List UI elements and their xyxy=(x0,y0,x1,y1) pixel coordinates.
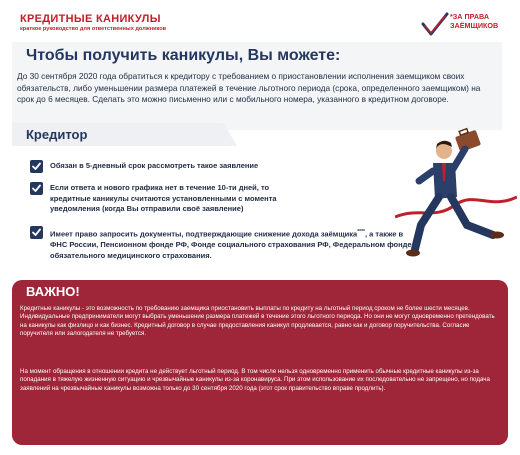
checkmark-logo-icon xyxy=(420,12,450,38)
checkbox-icon xyxy=(30,160,43,173)
creditor-item-text: Обязан в 5-дневный срок рассмотреть такое заявление xyxy=(50,161,259,170)
brand-title: КРЕДИТНЫЕ КАНИКУЛЫ xyxy=(20,13,161,25)
creditor-title: Кредитор xyxy=(26,127,88,142)
important-title: ВАЖНО! xyxy=(26,284,80,299)
logo-text-line1: *ЗА ПРАВА xyxy=(450,12,490,21)
checkbox-icon xyxy=(30,226,43,239)
footnote-marker: **** xyxy=(357,229,365,235)
creditor-item-text xyxy=(50,227,420,261)
brand-subtitle: краткое руководство для ответственных должников xyxy=(20,26,167,32)
logo xyxy=(420,12,515,42)
logo-text xyxy=(450,13,498,30)
checkbox-icon xyxy=(30,182,43,195)
creditor-item-text: Если ответа и нового графика нет в течение 10-ти дней, то кредитные каникулы считаются установленными с момента уведомления (когда Вы отправили своё заявление) xyxy=(50,183,277,213)
creditor-item-text-main: Имеет право запросить документы, подтверждающие снижение дохода заёмщика xyxy=(50,229,358,239)
businessman-illustration xyxy=(395,125,517,270)
header xyxy=(0,0,520,40)
logo-text-line2: ЗАЁМЩИКОВ xyxy=(450,20,499,30)
intro-title: Чтобы получить каникулы, Вы можете: xyxy=(26,47,341,64)
important-paragraph-2: На момент обращения в отношении кредита не действует льготный период. В том числе нельзя одновременно применить обычные кредитные каникулы из-за попадания в тяжелую жизненную ситуацию и чрезвычайные каникулы из-за коронавируса. При этом использование их последовательно не запрещено, но подача заявлений на чрезвычайные каникулы возможна только до 30 сентября 2020 года (этот срок правительство вправе продлить). xyxy=(20,368,490,392)
creditor-item-text-tail: , а также в ФНС России, Пенсионном фонде РФ, Фонде социального страхования РФ, Федеральном фонде обязательного медицинского страхования. xyxy=(50,229,412,260)
important-paragraph-1: Кредитные каникулы - это возможность по требованию заемщика приостановить выплаты по кредиту на льготный период сроком не более шести месяцев. Индивидуальные предприниматели могут выбрать уменьшение размера платежей в течение этого льготного периода. Но они не могут одновременно претендовать на каникулы как физлицо и как бизнес. Кредитный договор в случае предоставления каникул продлевается, равно как и договор поручительства. Согласие поручителя или залогодателя не требуется. xyxy=(20,305,495,338)
intro-text: До 30 сентября 2020 года обратиться к кредитору с требованием о приостановлении исполнения заемщиком своих обязательств, либо уменьшении размера платежей в течение льготного периода (срока, определенного заемщиком) на срок до 6 месяцев. Сделать это можно письменно или с мобильного номера, указанного в кредитном договоре. xyxy=(17,71,481,104)
